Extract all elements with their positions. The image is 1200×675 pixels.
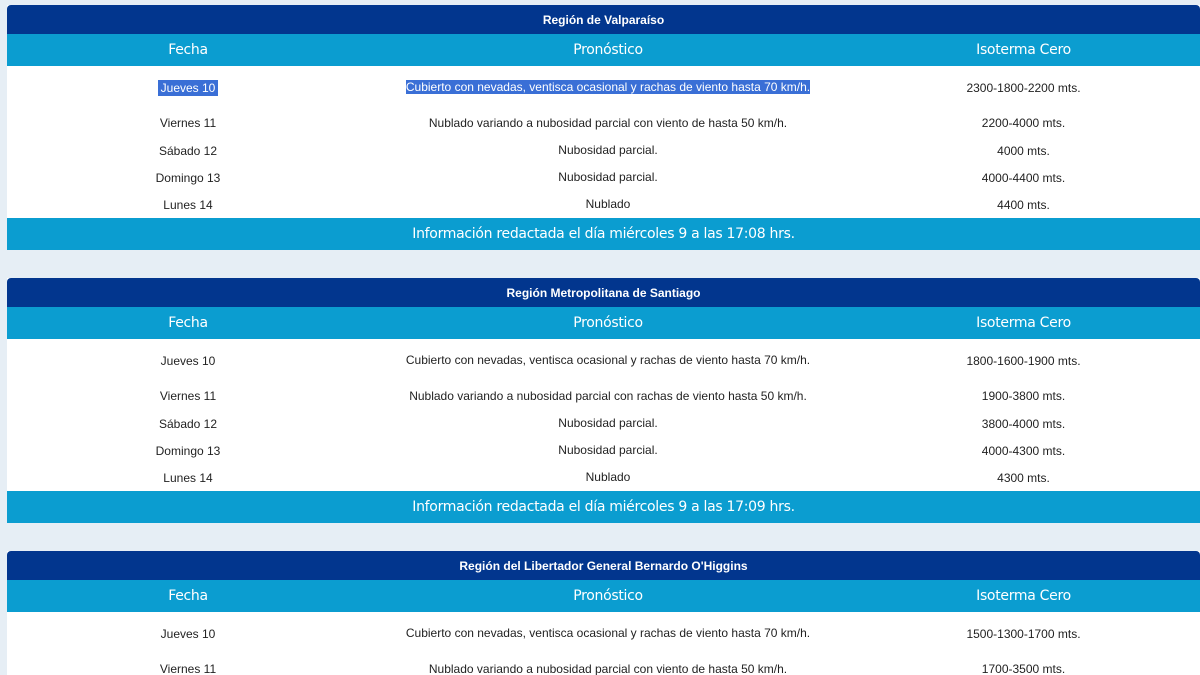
fecha-cell: Domingo 13 (155, 443, 221, 458)
table-row (7, 410, 1200, 437)
table-row (7, 655, 1200, 675)
table-row (7, 191, 1200, 218)
footer-note: Información redactada el día miércoles 9 a las 17:09 hrs. (7, 491, 1200, 523)
table-row (7, 66, 1200, 109)
isoterma-cell: 1500-1300-1700 mts. (966, 626, 1081, 641)
isoterma-cell: 2200-4000 mts. (981, 116, 1066, 130)
fecha-cell: Domingo 13 (155, 170, 221, 185)
isoterma-cell: 4000-4300 mts. (981, 443, 1066, 458)
fecha-cell: Sábado 12 (158, 416, 218, 431)
pronostico-cell: Nubosidad parcial. (558, 416, 658, 430)
forecast-rows (7, 339, 1200, 491)
table-row (7, 612, 1200, 655)
column-fecha: Fecha (168, 588, 208, 604)
fecha-cell: Lunes 14 (163, 197, 213, 212)
isoterma-cell: 2300-1800-2200 mts. (966, 80, 1081, 95)
column-headers (7, 307, 1200, 339)
pronostico-cell: Nubosidad parcial. (558, 443, 658, 457)
column-pronostico: Pronóstico (573, 42, 643, 58)
pronostico-cell: Nublado variando a nubosidad parcial con rachas de viento hasta 50 km/h. (409, 388, 807, 403)
region-valparaiso (7, 5, 1200, 250)
fecha-cell: Viernes 11 (159, 389, 217, 403)
region-title: Región del Libertador General Bernardo O'Higgins (7, 551, 1200, 580)
table-row (7, 382, 1200, 410)
table-row (7, 437, 1200, 464)
column-fecha: Fecha (168, 315, 208, 331)
pronostico-cell: Nubosidad parcial. (558, 143, 658, 157)
fecha-cell: Viernes 11 (159, 116, 217, 130)
region-title: Región Metropolitana de Santiago (7, 278, 1200, 307)
table-row (7, 137, 1200, 164)
fecha-cell (7, 81, 369, 95)
pronostico-cell: Nublado (585, 470, 631, 484)
column-isoterma: Isoterma Cero (976, 315, 1071, 331)
footer-note: Información redactada el día miércoles 9 a las 17:08 hrs. (7, 218, 1200, 250)
isoterma-cell: 3800-4000 mts. (981, 416, 1066, 431)
isoterma-cell: 4300 mts. (997, 470, 1050, 485)
isoterma-cell: 4000-4400 mts. (981, 170, 1066, 185)
isoterma-cell: 4000 mts. (997, 143, 1050, 158)
column-pronostico: Pronóstico (573, 315, 643, 331)
table-row (7, 164, 1200, 191)
column-isoterma: Isoterma Cero (976, 42, 1071, 58)
pronostico-cell: Cubierto con nevadas, ventisca ocasional y rachas de viento hasta 70 km/h. (405, 626, 811, 640)
table-row (7, 464, 1200, 491)
pronostico-cell (369, 81, 847, 94)
selected-text: Cubierto con nevadas, ventisca ocasional y rachas de viento hasta 70 km/h. (405, 80, 811, 94)
fecha-cell: Jueves 10 (160, 626, 216, 641)
pronostico-cell: Nublado variando a nubosidad parcial con viento de hasta 50 km/h. (428, 661, 788, 675)
region-ohiggins (7, 551, 1200, 675)
table-row (7, 109, 1200, 137)
table-row (7, 339, 1200, 382)
region-metropolitana (7, 278, 1200, 523)
column-headers (7, 34, 1200, 66)
isoterma-cell: 1900-3800 mts. (981, 389, 1066, 403)
selected-text: Jueves 10 (158, 80, 219, 96)
forecast-rows (7, 66, 1200, 218)
column-headers (7, 580, 1200, 612)
pronostico-cell: Nublado variando a nubosidad parcial con viento de hasta 50 km/h. (428, 115, 788, 130)
column-pronostico: Pronóstico (573, 588, 643, 604)
column-fecha: Fecha (168, 42, 208, 58)
region-title: Región de Valparaíso (7, 5, 1200, 34)
fecha-cell: Lunes 14 (163, 470, 213, 485)
isoterma-cell: 1700-3500 mts. (981, 662, 1066, 675)
forecast-rows (7, 612, 1200, 675)
pronostico-cell: Nublado (585, 197, 631, 211)
isoterma-cell: 1800-1600-1900 mts. (966, 353, 1081, 368)
fecha-cell: Sábado 12 (158, 143, 218, 158)
column-isoterma: Isoterma Cero (976, 588, 1071, 604)
fecha-cell: Jueves 10 (160, 353, 216, 368)
fecha-cell: Viernes 11 (159, 662, 217, 675)
pronostico-cell: Cubierto con nevadas, ventisca ocasional y rachas de viento hasta 70 km/h. (405, 353, 811, 367)
pronostico-cell: Nubosidad parcial. (558, 170, 658, 184)
isoterma-cell: 4400 mts. (997, 197, 1050, 212)
